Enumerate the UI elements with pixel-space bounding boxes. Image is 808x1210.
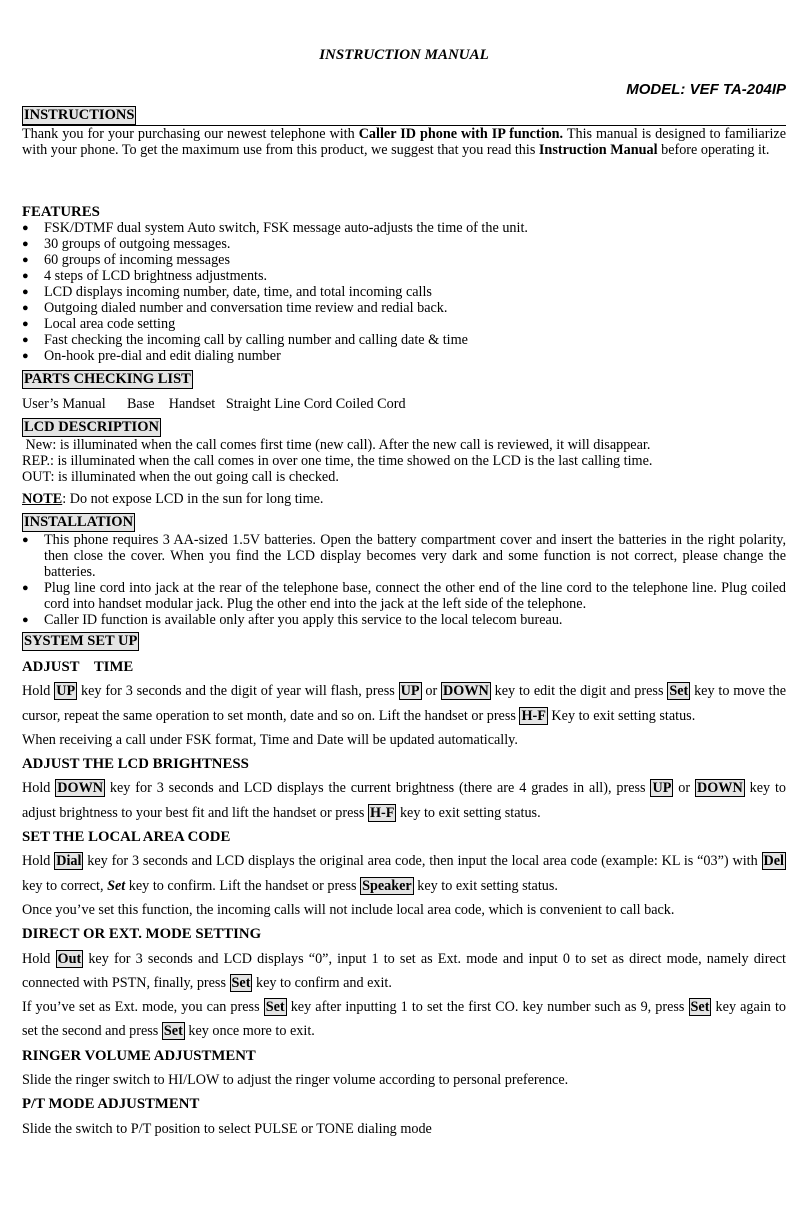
features-section [22, 204, 786, 364]
feature-item: ● FSK/DTMF dual system Auto switch, FSK message auto-adjusts the time of the unit. [22, 220, 786, 236]
instructions-text: before operating it. [657, 142, 770, 158]
parts-list: User’s Manual Base Handset Straight Line Cord Coiled Cord [22, 396, 406, 412]
feature-item: ● Fast checking the incoming call by calling number and calling date & time [22, 332, 786, 348]
lcd-out-line: OUT: is illuminated when the out going call is checked. [22, 469, 339, 485]
out-key: Out [57, 950, 82, 967]
set-key: Set [163, 1023, 183, 1040]
feature-item: ● 4 steps of LCD brightness adjustments. [22, 268, 786, 284]
instructions-paragraph [22, 126, 786, 158]
ringer-block [22, 1044, 786, 1093]
instructions-text: Thank you for your purchasing our newest telephone with [22, 126, 359, 142]
note-label: NOTE [22, 491, 63, 507]
brightness-block [22, 752, 786, 825]
adjust-time-block [22, 655, 786, 752]
installation-section [22, 513, 786, 628]
instructions-heading: INSTRUCTIONS [24, 107, 135, 123]
instructions-text: This manual is designed to familiarize with your phone. To get the maximum use from this product, we suggest that you read this [22, 126, 786, 158]
model-label: MODEL: VEF TA-204IP [626, 81, 786, 98]
lcd-section [22, 418, 786, 507]
set-key: Set [265, 999, 285, 1016]
installation-item: ● Plug line cord into jack at the rear of the telephone base, connect the other end of the line cord to the telephone line. Plug coiled cord into handset modular jack. Plug the other end into the jack at the left side of the telephone. [22, 580, 786, 612]
features-heading: FEATURES [22, 204, 100, 220]
feature-item: ● On-hook pre-dial and edit dialing number [22, 348, 786, 364]
down-key: DOWN [57, 780, 103, 797]
installation-item: ● Caller ID function is available only after you apply this service to the local telecom bureau. [22, 612, 786, 628]
installation-heading: INSTALLATION [24, 514, 134, 530]
setup-section [22, 632, 786, 1141]
set-key: Set [690, 999, 710, 1016]
instructions-section [22, 106, 786, 158]
del-key: Del [763, 853, 785, 870]
lcd-note [22, 491, 786, 507]
installation-item: ● This phone requires 3 AA-sized 1.5V batteries. Open the battery compartment cover and insert the batteries in the right polarity, then close the cover. When you find the LCD display becomes very dark and some function is not correct, please change the batteries. [22, 532, 786, 580]
feature-item: ● LCD displays incoming number, date, time, and total incoming calls [22, 284, 786, 300]
note-text: : Do not expose LCD in the sun for long time. [62, 491, 324, 507]
parts-section [22, 370, 786, 412]
area-code-block [22, 825, 786, 922]
lcd-new-line: New: is illuminated when the call comes first time (new call). After the new call is reviewed, it will disappear. [22, 437, 651, 453]
ringer-title: RINGER VOLUME ADJUSTMENT [22, 1047, 256, 1064]
brightness-text: Hold DOWN key for 3 seconds and LCD displays the current brightness (there are 4 grades in all), press UP or DOWN key to adjust brightness to your best fit and lift the handset or press H-F key to exit setting status. [22, 780, 787, 821]
area-code-text: Hold Dial key for 3 seconds and LCD displays the original area code, then input the local area code (example: KL is “03”) with Del key to correct, Set key to confirm. Lift the handset or press Speaker key to exit setting status. [22, 853, 785, 894]
hf-key: H-F [521, 707, 546, 724]
adjust-time-title: ADJUST TIME [22, 659, 134, 675]
hf-key: H-F [369, 804, 395, 821]
down-key: DOWN [696, 780, 743, 797]
direct-mode-block [22, 922, 786, 1043]
installation-list [22, 532, 786, 628]
feature-item: ● 30 groups of outgoing messages. [22, 236, 786, 252]
set-key: Set [231, 974, 251, 991]
brightness-title: ADJUST THE LCD BRIGHTNESS [22, 756, 249, 773]
feature-item: ● Outgoing dialed number and conversation time review and redial back. [22, 300, 786, 316]
area-code-note: Once you’ve set this function, the incoming calls will not include local area code, which is convenient to call back. [22, 901, 675, 918]
lcd-heading: LCD DESCRIPTION [24, 419, 159, 435]
ringer-text: Slide the ringer switch to HI/LOW to adjust the ringer volume according to personal preference. [22, 1072, 569, 1089]
product-name: Caller ID phone with IP function. [358, 126, 564, 142]
speaker-key: Speaker [362, 877, 412, 894]
pt-mode-text: Slide the switch to P/T position to select PULSE or TONE dialing mode [22, 1120, 432, 1137]
direct-mode-title: DIRECT OR EXT. MODE SETTING [22, 926, 262, 943]
dial-key: Dial [56, 853, 82, 870]
down-key: DOWN [443, 683, 489, 700]
lcd-rep-line: REP.: is illuminated when the call comes in over one time, the time showed on the LCD is the last calling time. [22, 453, 653, 469]
set-key-inline: Set [107, 877, 126, 894]
feature-item: ● 60 groups of incoming messages [22, 252, 786, 268]
features-list [22, 220, 786, 364]
fsk-note: When receiving a call under FSK format, Time and Date will be updated automatically. [22, 731, 518, 748]
feature-item: ● Local area code setting [22, 316, 786, 332]
direct-mode-text: Hold Out key for 3 seconds and LCD displays “0”, input 1 to set as Ext. mode and input 0 to set as direct mode, namely direct connected with PSTN, finally, press Set key to confirm and exit. [22, 950, 786, 991]
parts-heading: PARTS CHECKING LIST [24, 371, 191, 387]
pt-mode-title: P/T MODE ADJUSTMENT [22, 1096, 200, 1113]
ext-mode-text: If you’ve set as Ext. mode, you can press Set key after inputting 1 to set the first CO. key number such as 9, press Set key again to set the second and press Set key once more to exit. [22, 999, 786, 1040]
area-code-title: SET THE LOCAL AREA CODE [22, 829, 231, 846]
set-key: Set [669, 683, 689, 700]
instructions-heading-rule [22, 106, 786, 126]
document-title: INSTRUCTION MANUAL [319, 47, 489, 63]
up-key: UP [56, 683, 76, 700]
manual-name: Instruction Manual [538, 142, 658, 158]
adjust-time-text: Hold UP key for 3 seconds and the digit of year will flash, press UP or DOWN key to edit the digit and press Set key to move the cursor, repeat the same operation to set month, date and so on. Lift the handset or press H-F Key to exit setting status. [22, 683, 786, 724]
setup-heading: SYSTEM SET UP [24, 633, 138, 649]
up-key: UP [652, 780, 672, 797]
up-key: UP [400, 683, 420, 700]
pt-mode-block [22, 1092, 786, 1141]
